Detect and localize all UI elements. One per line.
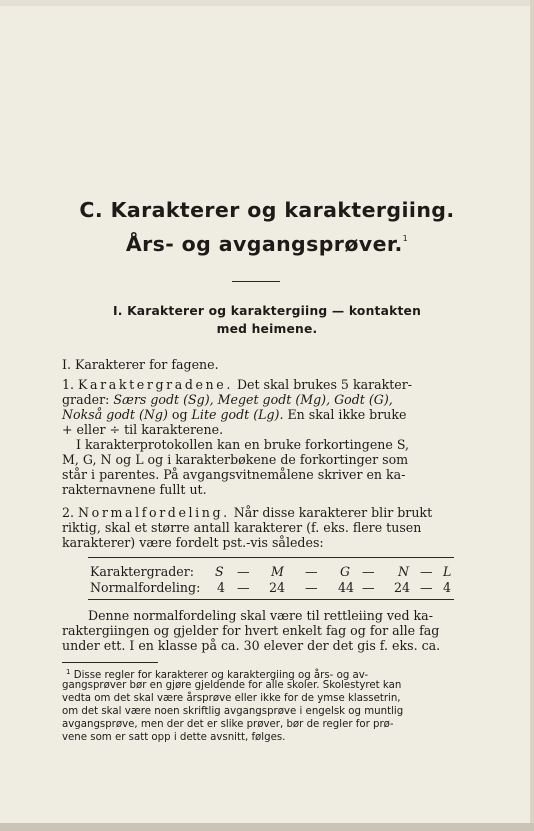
- cell: 4: [443, 580, 452, 595]
- cell: 24: [269, 580, 286, 595]
- footnote-line2: gangsprøver bør en gjøre gjeldende for alle skoler. Skolestyret kan: [62, 680, 402, 691]
- subheading: I. Karakterer for fagene.: [62, 357, 219, 372]
- section-title-line2: med heimene.: [216, 322, 318, 336]
- item1-line3: Nokså godt (Ng) og Lite godt (Lg). En skal ikke bruke: [62, 407, 407, 422]
- footnote-line5: avgangsprøve, men der det er slike prøver, bør de regler for prø-: [62, 719, 394, 730]
- item1-line4: + eller ÷ til karakterene.: [62, 422, 224, 437]
- row-label: Karaktergrader:: [90, 564, 194, 579]
- cell: —: [420, 580, 433, 595]
- footnote-marker: 1: [402, 234, 409, 243]
- item1-line1: 1. Karaktergradene. Det skal brukes 5 karakter-: [62, 377, 413, 392]
- cell: 4: [217, 580, 226, 595]
- page-bottom-edge: [0, 823, 534, 831]
- item1-line8: rakternavnene fullt ut.: [62, 482, 207, 497]
- item2-label: Normalfordeling.: [78, 505, 230, 520]
- page-top-edge: [0, 0, 534, 6]
- cell: —: [420, 564, 433, 579]
- cell: —: [305, 580, 318, 595]
- table-bottom-rule: [88, 599, 454, 600]
- title-separator: [232, 281, 280, 282]
- footnote-rule: [62, 662, 158, 663]
- row-label: Normalfordeling:: [90, 580, 201, 595]
- item2-line2: riktig, skal et større antall karakterer (f. eks. flere tusen: [62, 520, 422, 535]
- footnote-line4: om det skal være noen skriftlig avgangsprøve i engelsk og muntlig: [62, 706, 404, 717]
- page-right-edge: [530, 0, 534, 831]
- item1-line6: M, G, N og L og i karakterbøkene de forkortinger som: [62, 452, 409, 467]
- item1-line2: grader: Særs godt (Sg), Meget godt (Mg), Godt (G),: [62, 392, 393, 407]
- item1-label: Karaktergradene.: [78, 377, 233, 392]
- cell: —: [305, 564, 318, 579]
- cell: 44: [338, 580, 355, 595]
- item1-line5: I karakterprotokollen kan en bruke forkortingene S,: [76, 437, 410, 452]
- footnote-line3: vedta om det skal være årsprøve eller ikke for de ymse klassetrin,: [62, 693, 401, 704]
- item1-line7: står i parentes. På avgangsvitnemålene skriver en ka-: [62, 467, 406, 482]
- after-table-line3: under ett. I en klasse på ca. 30 elever der det gis f. eks. ca.: [62, 638, 441, 653]
- cell: N: [398, 564, 410, 579]
- item2-line3: karakterer) være fordelt pst.-vis således:: [62, 535, 324, 550]
- cell: G: [340, 564, 351, 579]
- cell: —: [362, 580, 375, 595]
- cell: 24: [394, 580, 411, 595]
- cell: M: [271, 564, 284, 579]
- chapter-title-line2: Års- og avgangsprøver.$^1$: [125, 232, 409, 256]
- footnote-line6: vene som er satt opp i dette avsnitt, følges.: [62, 732, 286, 743]
- section-title-line1: I. Karakterer og karaktergiing — kontakten: [112, 304, 422, 318]
- item2-line1: 2. Normalfordeling. Når disse karakterer blir brukt: [62, 505, 433, 520]
- cell: —: [237, 564, 250, 579]
- cell: L: [443, 564, 452, 579]
- chapter-title-line1: C. Karakterer og karaktergiing.: [79, 198, 455, 222]
- footnote-line1: $^1$ Disse regler for karakterer og karaktergiing og års- og av-: [66, 668, 369, 681]
- after-table-line2: raktergiingen og gjelder for hvert enkelt fag og for alle fag: [62, 623, 440, 638]
- after-table-line1: Denne normalfordeling skal være til rettleiing ved ka-: [88, 608, 433, 623]
- cell: —: [362, 564, 375, 579]
- table-top-rule: [88, 557, 454, 558]
- cell: —: [237, 580, 250, 595]
- cell: S: [215, 564, 224, 579]
